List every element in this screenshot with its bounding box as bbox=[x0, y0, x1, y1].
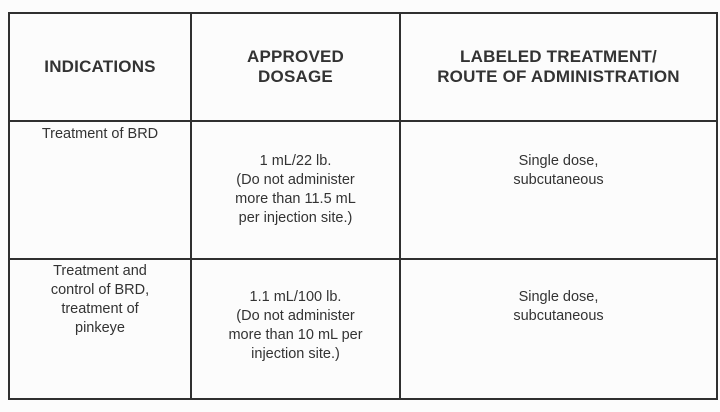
cell-line: (Do not administer bbox=[236, 172, 355, 188]
cell-line: per injection site.) bbox=[238, 210, 353, 226]
cell-line: (Do not administer bbox=[236, 308, 355, 324]
cell-line: Single dose, bbox=[518, 153, 599, 169]
header-line: LABELED TREATMENT/ bbox=[460, 47, 657, 66]
cell-line: more than 11.5 mL bbox=[235, 191, 356, 207]
header-line: DOSAGE bbox=[258, 67, 333, 86]
table-header-row bbox=[9, 13, 717, 121]
cell-line: 1 mL/22 lb. bbox=[259, 153, 332, 169]
header-indications bbox=[9, 13, 191, 121]
cell-line: Treatment and bbox=[53, 263, 147, 279]
cell-line: pinkeye bbox=[75, 320, 125, 336]
dosage-cell bbox=[191, 259, 400, 399]
table-row bbox=[9, 259, 717, 399]
cell-line: Single dose, bbox=[518, 289, 599, 305]
treatment-cell bbox=[400, 121, 717, 259]
indication-cell bbox=[9, 121, 191, 259]
cell-line: subcutaneous bbox=[513, 172, 604, 188]
header-line: ROUTE OF ADMINISTRATION bbox=[437, 67, 680, 86]
table-row bbox=[9, 121, 717, 259]
header-line: APPROVED bbox=[246, 47, 344, 66]
cell-line: 1.1 mL/100 lb. bbox=[249, 289, 342, 305]
cell-line: Treatment of BRD bbox=[41, 126, 159, 142]
header-line: INDICATIONS bbox=[44, 57, 156, 76]
dosage-table bbox=[8, 12, 718, 400]
header-labeled-treatment bbox=[400, 13, 717, 121]
cell-line: more than 10 mL per bbox=[228, 327, 363, 343]
indication-cell bbox=[9, 259, 191, 399]
treatment-cell bbox=[400, 259, 717, 399]
dosage-cell bbox=[191, 121, 400, 259]
cell-line: subcutaneous bbox=[513, 308, 604, 324]
cell-line: control of BRD, bbox=[50, 282, 150, 298]
header-approved-dosage bbox=[191, 13, 400, 121]
cell-line: treatment of bbox=[61, 301, 139, 317]
cell-line: injection site.) bbox=[251, 346, 340, 362]
